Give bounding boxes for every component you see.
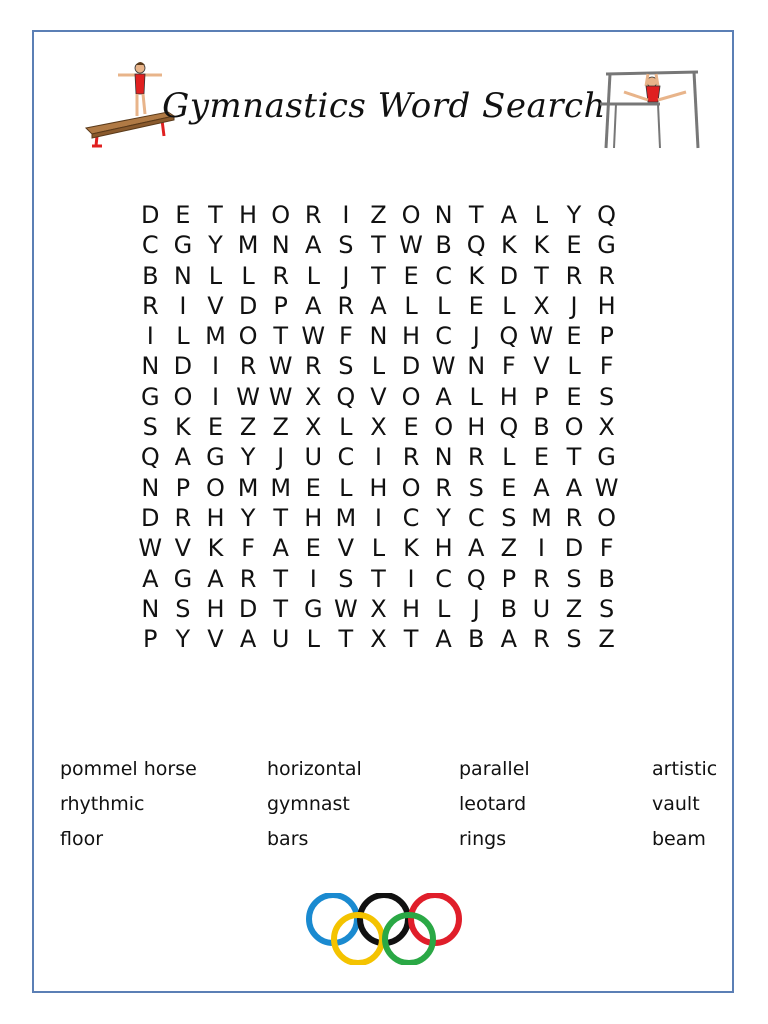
grid-letter: Q	[499, 413, 519, 442]
grid-letter: N	[271, 231, 290, 260]
grid-letter: R	[304, 352, 322, 381]
grid-letter: T	[566, 443, 582, 472]
word-list-item: gymnast	[267, 793, 350, 815]
grid-letter: E	[566, 231, 582, 260]
grid-letter: W	[301, 322, 326, 351]
grid-letter: S	[338, 231, 354, 260]
grid-letter: O	[238, 322, 258, 351]
grid-letter: V	[174, 534, 192, 563]
grid-letter: S	[142, 413, 158, 442]
grid-letter: B	[598, 564, 615, 593]
grid-row	[134, 442, 624, 472]
grid-letter: F	[338, 322, 353, 351]
grid-letter: X	[305, 382, 322, 411]
grid-letter: C	[435, 261, 453, 290]
grid-letter: J	[472, 322, 480, 351]
grid-letter: B	[468, 625, 485, 654]
grid-letter: M	[237, 473, 259, 502]
grid-letter: F	[501, 352, 516, 381]
grid-letter: K	[468, 261, 485, 290]
grid-letter: A	[174, 443, 192, 472]
grid-row	[134, 624, 624, 654]
word-list-item: vault	[652, 793, 700, 815]
grid-letter: L	[208, 261, 223, 290]
grid-letter: E	[175, 201, 191, 229]
grid-letter: T	[273, 594, 288, 623]
grid-letter: D	[141, 201, 160, 229]
grid-letter: L	[371, 352, 386, 381]
grid-row	[134, 594, 624, 624]
grid-letter: G	[173, 564, 193, 593]
grid-letter: A	[272, 534, 289, 563]
grid-letter: C	[467, 503, 485, 532]
grid-letter: D	[141, 503, 160, 532]
grid-letter: I	[374, 443, 382, 472]
grid-letter: W	[268, 352, 293, 381]
grid-letter: I	[211, 382, 220, 411]
grid-letter: S	[566, 564, 582, 593]
grid-letter: P	[175, 473, 191, 502]
grid-letter: V	[533, 352, 550, 381]
grid-row	[134, 473, 624, 503]
grid-letter: E	[501, 473, 517, 502]
grid-letter: A	[370, 291, 387, 320]
grid-letter: T	[208, 201, 223, 229]
grid-letter: P	[273, 291, 288, 320]
grid-letter: K	[403, 534, 419, 563]
grid-letter: L	[339, 413, 353, 442]
grid-letter: Q	[466, 231, 486, 260]
word-list-item: bars	[267, 828, 309, 850]
grid-letter: I	[211, 352, 220, 381]
grid-letter: F	[241, 534, 255, 563]
grid-letter: I	[309, 564, 317, 593]
grid-letter: I	[537, 534, 545, 563]
grid-letter: Y	[240, 503, 256, 532]
grid-letter: X	[533, 291, 550, 320]
grid-letter: O	[564, 413, 584, 442]
grid-letter: M	[531, 503, 552, 532]
grid-letter: R	[141, 291, 159, 320]
grid-letter: O	[401, 201, 421, 229]
grid-letter: L	[534, 201, 549, 229]
grid-letter: D	[238, 291, 258, 320]
grid-letter: C	[141, 231, 159, 260]
grid-row	[134, 351, 624, 381]
grid-letter: Z	[272, 413, 289, 442]
grid-letter: I	[374, 503, 382, 532]
grid-letter: R	[304, 201, 322, 229]
grid-letter: X	[598, 413, 615, 442]
grid-letter: Q	[336, 382, 356, 411]
grid-letter: T	[371, 261, 386, 290]
grid-letter: E	[533, 443, 549, 472]
grid-letter: E	[566, 382, 582, 411]
grid-letter: A	[305, 231, 322, 260]
grid-letter: J	[472, 594, 480, 623]
word-list-item: rhythmic	[60, 793, 145, 815]
grid-letter: H	[402, 594, 421, 623]
grid-letter: L	[241, 261, 255, 290]
grid-letter: I	[179, 291, 187, 320]
grid-letter: S	[501, 503, 517, 532]
grid-letter: R	[337, 291, 355, 320]
grid-letter: T	[371, 231, 386, 260]
grid-letter: M	[270, 473, 292, 502]
grid-row	[134, 503, 624, 533]
grid-letter: O	[271, 201, 291, 229]
word-list-item: horizontal	[267, 758, 362, 780]
grid-letter: W	[333, 594, 358, 623]
grid-letter: L	[436, 291, 451, 320]
grid-row	[134, 230, 624, 260]
grid-letter: S	[566, 625, 582, 654]
grid-letter: E	[468, 291, 484, 320]
grid-letter: K	[533, 231, 550, 260]
grid-letter: N	[173, 261, 192, 290]
grid-letter: X	[370, 625, 387, 654]
grid-letter: I	[407, 564, 415, 593]
grid-letter: H	[434, 534, 453, 563]
grid-letter: W	[529, 322, 554, 351]
grid-letter: G	[140, 382, 160, 411]
grid-letter: N	[369, 322, 388, 351]
grid-letter: H	[206, 503, 225, 532]
grid-letter: P	[599, 322, 614, 351]
grid-row	[134, 564, 624, 594]
grid-letter: R	[272, 261, 290, 290]
grid-letter: H	[402, 322, 421, 351]
grid-letter: Z	[500, 534, 518, 563]
grid-letter: X	[370, 413, 387, 442]
grid-letter: W	[236, 382, 260, 411]
word-list-item: artistic	[652, 758, 718, 780]
grid-letter: N	[141, 473, 160, 502]
grid-letter: E	[566, 322, 582, 351]
grid-letter: V	[207, 291, 224, 320]
grid-letter: H	[239, 201, 258, 229]
grid-letter: Y	[436, 503, 451, 532]
grid-letter: G	[206, 443, 225, 472]
word-list-item: pommel horse	[60, 758, 197, 780]
grid-letter: F	[599, 352, 614, 381]
grid-letter: H	[206, 594, 225, 623]
grid-letter: B	[533, 413, 550, 442]
grid-letter: M	[335, 503, 357, 532]
grid-letter: S	[468, 473, 484, 502]
grid-letter: Y	[240, 443, 256, 472]
olympic-rings-icon	[303, 893, 465, 965]
grid-letter: R	[402, 443, 420, 472]
grid-letter: N	[141, 352, 160, 381]
grid-letter: X	[370, 594, 387, 623]
word-list-item: parallel	[459, 758, 530, 780]
grid-letter: S	[598, 594, 615, 623]
grid-letter: H	[304, 503, 323, 532]
grid-letter: L	[502, 443, 516, 472]
grid-letter: J	[342, 261, 350, 290]
grid-letter: F	[599, 534, 614, 563]
word-list	[60, 756, 740, 852]
grid-letter: N	[141, 594, 160, 623]
grid-letter: O	[206, 473, 225, 502]
grid-letter: R	[239, 352, 257, 381]
grid-letter: U	[304, 443, 323, 472]
grid-letter: D	[401, 352, 421, 381]
grid-letter: R	[174, 503, 192, 532]
grid-letter: T	[468, 201, 484, 229]
grid-letter: Q	[466, 564, 486, 593]
grid-letter: T	[273, 322, 288, 351]
grid-letter: A	[207, 564, 224, 593]
grid-letter: D	[173, 352, 193, 381]
grid-letter: V	[370, 382, 387, 411]
grid-letter: U	[271, 625, 290, 654]
grid-letter: R	[533, 625, 550, 654]
grid-letter: U	[532, 594, 551, 623]
grid-row	[134, 261, 624, 291]
grid-letter: S	[598, 382, 615, 411]
grid-letter: Y	[208, 231, 223, 260]
grid-letter: R	[565, 503, 583, 532]
grid-letter: Q	[499, 322, 519, 351]
grid-letter: R	[565, 261, 583, 290]
grid-letter: Z	[565, 594, 583, 623]
grid-letter: K	[207, 534, 224, 563]
grid-letter: R	[435, 473, 452, 502]
grid-letter: W	[594, 473, 619, 502]
grid-letter: X	[305, 413, 322, 442]
word-list-item: leotard	[459, 793, 527, 815]
grid-letter: W	[268, 382, 293, 411]
grid-letter: N	[434, 201, 453, 229]
grid-letter: R	[598, 261, 615, 290]
grid-letter: G	[173, 231, 193, 260]
grid-letter: Q	[140, 443, 160, 472]
grid-letter: A	[435, 382, 452, 411]
grid-letter: H	[467, 413, 486, 442]
word-search-grid	[134, 200, 624, 654]
grid-letter: L	[502, 291, 516, 320]
grid-letter: T	[371, 564, 386, 593]
grid-letter: Z	[370, 201, 387, 229]
grid-letter: V	[337, 534, 355, 563]
grid-letter: B	[500, 594, 518, 623]
word-list-item: floor	[60, 828, 104, 850]
grid-letter: K	[500, 231, 517, 260]
grid-letter: C	[337, 443, 355, 472]
grid-letter: I	[146, 322, 154, 351]
grid-letter: D	[238, 594, 258, 623]
word-list-item: beam	[652, 828, 706, 850]
grid-letter: Y	[175, 625, 191, 654]
grid-letter: Y	[566, 201, 582, 229]
grid-letter: Z	[598, 625, 615, 654]
grid-letter: S	[338, 352, 354, 381]
grid-letter: P	[534, 382, 549, 411]
grid-letter: H	[369, 473, 388, 502]
grid-letter: A	[500, 201, 518, 229]
grid-letter: T	[338, 625, 354, 654]
grid-letter: Q	[597, 201, 617, 229]
grid-letter: P	[143, 625, 158, 654]
grid-letter: P	[501, 564, 517, 593]
grid-letter: A	[565, 473, 583, 502]
grid-letter: E	[305, 473, 321, 502]
grid-letter: M	[205, 322, 226, 351]
grid-letter: A	[533, 473, 550, 502]
page-title: Gymnastics Word Search	[162, 86, 606, 126]
grid-letter: N	[467, 352, 486, 381]
grid-letter: T	[403, 625, 419, 654]
grid-letter: W	[138, 534, 163, 563]
grid-letter: W	[431, 352, 456, 381]
grid-letter: R	[533, 564, 550, 593]
grid-letter: T	[273, 564, 288, 593]
grid-letter: O	[401, 473, 421, 502]
grid-letter: D	[499, 261, 519, 290]
grid-letter: J	[277, 443, 285, 472]
grid-letter: D	[564, 534, 584, 563]
grid-row	[134, 321, 624, 351]
grid-letter: A	[500, 625, 518, 654]
grid-row	[134, 200, 624, 230]
grid-letter: S	[175, 594, 191, 623]
grid-letter: E	[207, 413, 224, 442]
grid-letter: L	[306, 261, 320, 290]
grid-letter: E	[403, 261, 419, 290]
grid-letter: M	[237, 231, 259, 260]
grid-letter: L	[436, 594, 451, 623]
grid-letter: H	[597, 291, 616, 320]
grid-letter: G	[597, 443, 616, 472]
grid-letter: L	[371, 534, 386, 563]
grid-letter: O	[434, 413, 454, 442]
grid-letter: L	[469, 382, 483, 411]
grid-letter: B	[142, 261, 159, 290]
grid-letter: C	[435, 322, 453, 351]
grid-letter: L	[567, 352, 581, 381]
grid-letter: B	[435, 231, 452, 260]
grid-row	[134, 291, 624, 321]
gymnast-on-uneven-bars-icon	[600, 64, 704, 150]
grid-letter: N	[434, 443, 453, 472]
grid-letter: L	[339, 473, 353, 502]
grid-letter: L	[404, 291, 418, 320]
grid-letter: H	[499, 382, 518, 411]
grid-letter: L	[176, 322, 190, 351]
grid-letter: S	[338, 564, 354, 593]
grid-letter: O	[173, 382, 193, 411]
grid-letter: E	[403, 413, 419, 442]
word-list-item: rings	[459, 828, 507, 850]
grid-row	[134, 533, 624, 563]
grid-letter: A	[435, 625, 452, 654]
grid-letter: O	[597, 503, 617, 532]
grid-letter: E	[305, 534, 321, 563]
grid-letter: A	[142, 564, 159, 593]
grid-row	[134, 382, 624, 412]
grid-letter: J	[570, 291, 578, 320]
grid-letter: R	[467, 443, 485, 472]
grid-letter: G	[597, 231, 616, 260]
grid-letter: W	[399, 231, 423, 260]
grid-letter: O	[401, 382, 421, 411]
grid-row	[134, 412, 624, 442]
grid-letter: C	[435, 564, 453, 593]
grid-letter: C	[402, 503, 420, 532]
grid-letter: A	[305, 291, 322, 320]
grid-letter: T	[273, 503, 288, 532]
grid-letter: I	[342, 201, 350, 229]
grid-letter: K	[175, 413, 191, 442]
grid-letter: A	[468, 534, 485, 563]
grid-letter: Z	[239, 413, 257, 442]
grid-letter: G	[303, 594, 323, 623]
grid-letter: V	[207, 625, 224, 654]
grid-letter: R	[239, 564, 257, 593]
grid-letter: L	[306, 625, 320, 654]
grid-letter: T	[534, 261, 549, 290]
grid-letter: A	[239, 625, 257, 654]
